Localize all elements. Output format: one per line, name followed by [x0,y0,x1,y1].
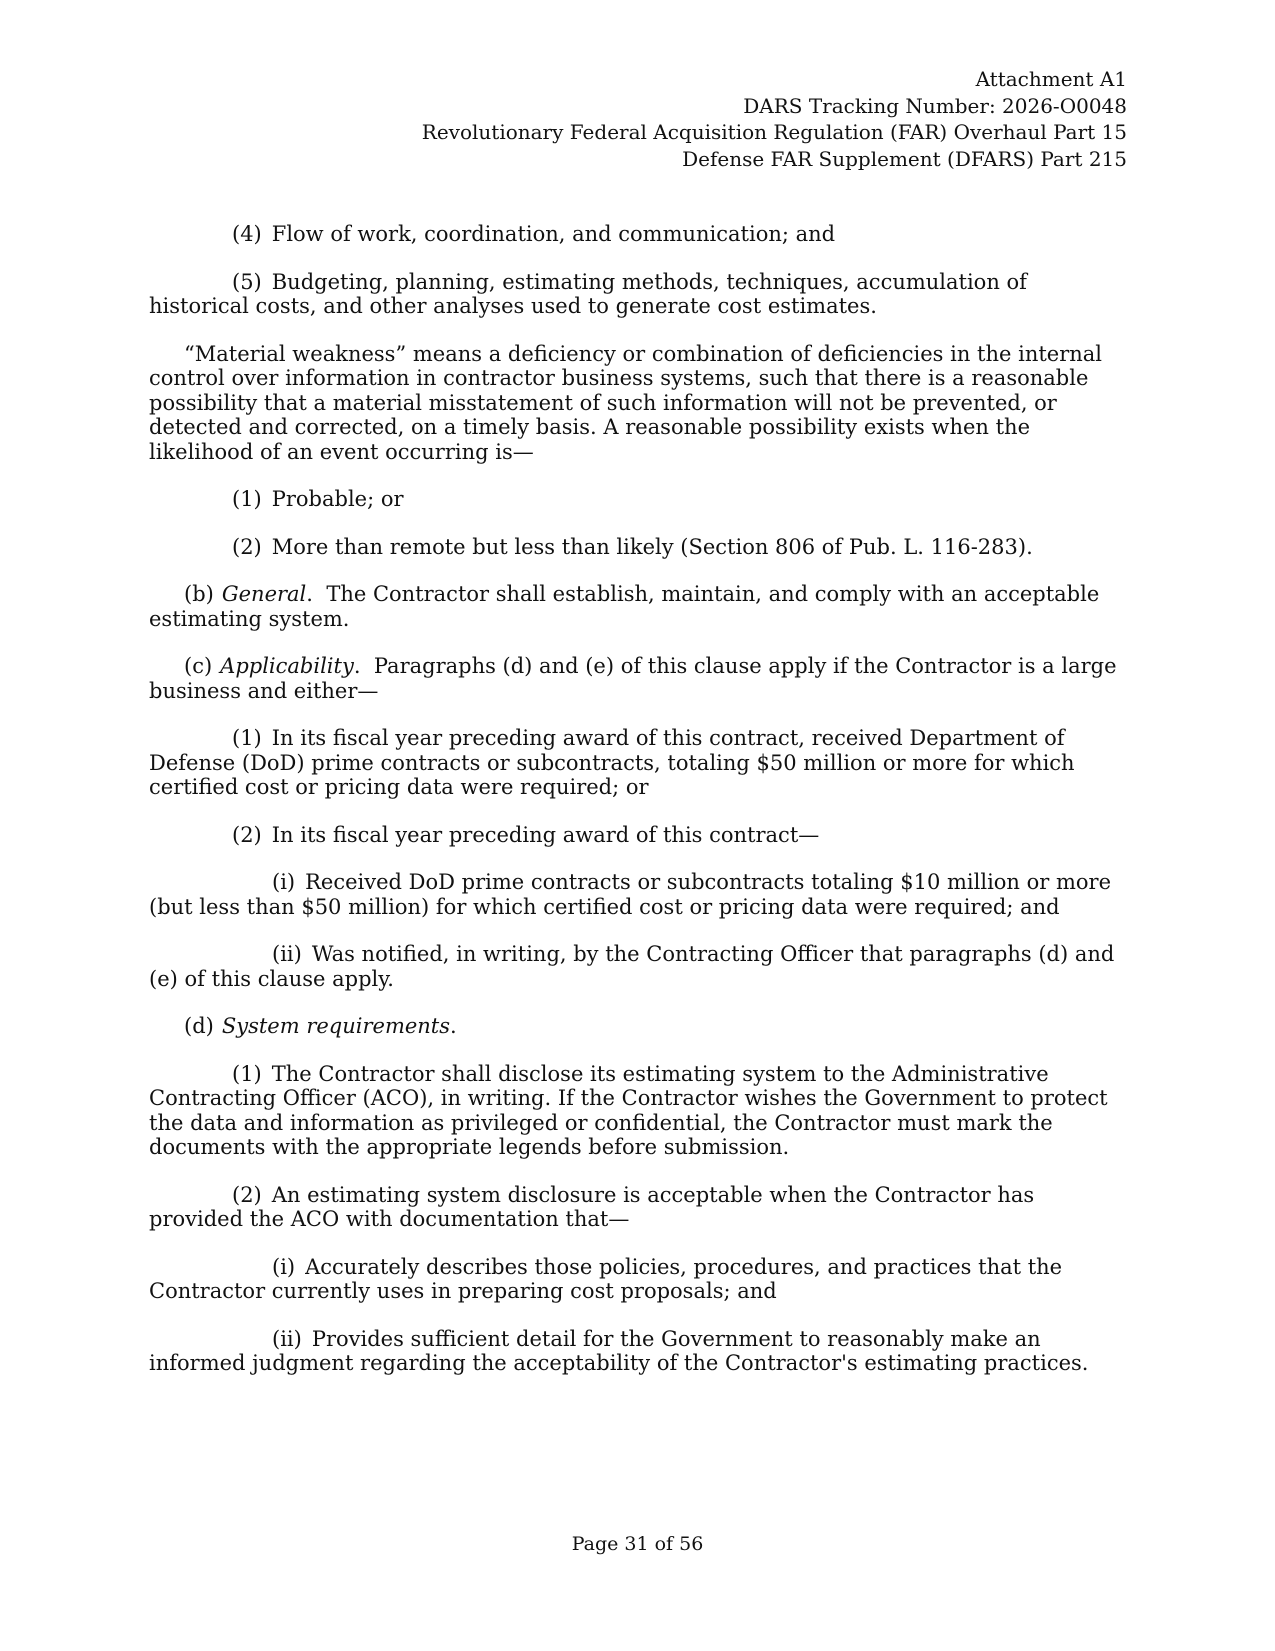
paragraph-text: The Contractor shall establish, maintain, and comply with an acceptable estimating system. [149,582,1100,631]
paragraph-marker: (1) [232,487,262,511]
paragraph-c2-i [149,870,1126,919]
page-number: Page 31 of 56 [571,1533,704,1555]
document-body [149,222,1126,1376]
paragraph-text: Budgeting, planning, estimating methods, techniques, accumulation of historical costs, and other analyses used to generate cost estimates. [149,269,1027,318]
paragraph-c1 [149,726,1126,800]
paragraph-text: Received DoD prime contracts or subcontracts totaling $10 million or more (but less than $50 million) for which certified cost or pricing data were required; and [149,870,1112,919]
paragraph-text: Was notified, in writing, by the Contracting Officer that paragraphs (d) and (e) of this clause apply. [149,942,1115,991]
section-heading: General [221,582,307,606]
paragraph-d2-i [149,1255,1126,1304]
paragraph-c2-ii [149,942,1126,991]
header-attachment: Attachment A1 [975,67,1127,91]
paragraph-text: Accurately describes those policies, procedures, and practices that the Contractor currently uses in preparing cost proposals; and [149,1254,1063,1303]
paragraph-text: The Contractor shall disclose its estimating system to the Administrative Contracting Officer (ACO), in writing. If the Contractor wishes the Government to protect the data and information as privileged or confidential, the Contractor must mark the documents with the appropriate legends before submission. [149,1061,1108,1159]
paragraph-marker: (1) [232,726,262,750]
page-footer [0,1533,1275,1555]
paragraph-marker: (ii) [272,1326,302,1351]
header-dfars-part: Defense FAR Supplement (DFARS) Part 215 [682,146,1127,171]
paragraph-d2-ii [149,1327,1126,1376]
paragraph-text: In its fiscal year preceding award of this contract— [271,822,820,847]
paragraph-marker: (ii) [272,942,302,966]
paragraph-text: Probable; or [271,487,404,511]
paragraph-d1 [149,1062,1126,1160]
paragraph-marker: (2) [232,1182,262,1207]
paragraph-marker: (2) [232,822,262,847]
paragraph-marker: (d) [184,1014,214,1038]
paragraph-marker: (2) [232,534,262,559]
paragraph-marker: (i) [272,1254,296,1279]
section-b-general: (b) General. The Contractor shall establish, maintain, and comply with an acceptable estimating system. [149,582,1100,631]
paragraph-text: Paragraphs (d) and (e) of this clause apply if the Contractor is a large business and either— [149,654,1117,703]
paragraph-text: More than remote but less than likely (Section 806 of Pub. L. 116-283). [271,534,1033,559]
header-tracking-number: DARS Tracking Number: 2026-O0048 [743,93,1127,118]
section-c-applicability: (c) Applicability. Paragraphs (d) and (e) of this clause apply if the Contractor is a large business and either— [149,654,1117,703]
paragraph-text: “Material weakness” means a deficiency or combination of deficiencies in the internal control over information in contractor business systems, such that there is a reasonable possibility that a material misstatement of such information will not be prevented, or detected and corrected, on a timely basis. A reasonable possibility exists when the likelihood of an event occurring is— [149,341,1103,464]
paragraph-marker: (1) [232,1061,262,1086]
paragraph-5 [149,270,1126,319]
section-d-system-requirements: (d) System requirements. [184,1014,457,1038]
paragraph-text: An estimating system disclosure is acceptable when the Contractor has provided the ACO with documentation that— [149,1182,1035,1231]
paragraph-d2 [149,1183,1126,1232]
paragraph-marker: (c) [184,654,213,678]
header-far-part: Revolutionary Federal Acquisition Regulation (FAR) Overhaul Part 15 [421,120,1127,144]
paragraph-c2 [149,823,1126,848]
paragraph-marker: (i) [272,870,296,894]
paragraph-text: Provides sufficient detail for the Government to reasonably make an informed judgment regarding the acceptability of the Contractor's estimating practices. [149,1326,1089,1375]
paragraph-text: Flow of work, coordination, and communication; and [271,222,836,246]
page-header [422,66,1127,172]
paragraph-marker: (4) [232,222,262,246]
paragraph-text: In its fiscal year preceding award of this contract, received Department of Defense (DoD) prime contracts or subcontracts, totaling $50 million or more for which certified cost or pricing data were required; or [149,726,1075,799]
paragraph-more-than-remote [149,535,1126,560]
section-heading: System requirements [221,1014,451,1038]
paragraph-marker: (5) [232,269,262,294]
definition-material-weakness [149,342,1126,465]
paragraph-probable [149,487,1126,512]
section-heading: Applicability [220,654,354,678]
paragraph-4 [149,222,1126,247]
paragraph-marker: (b) [184,582,214,606]
